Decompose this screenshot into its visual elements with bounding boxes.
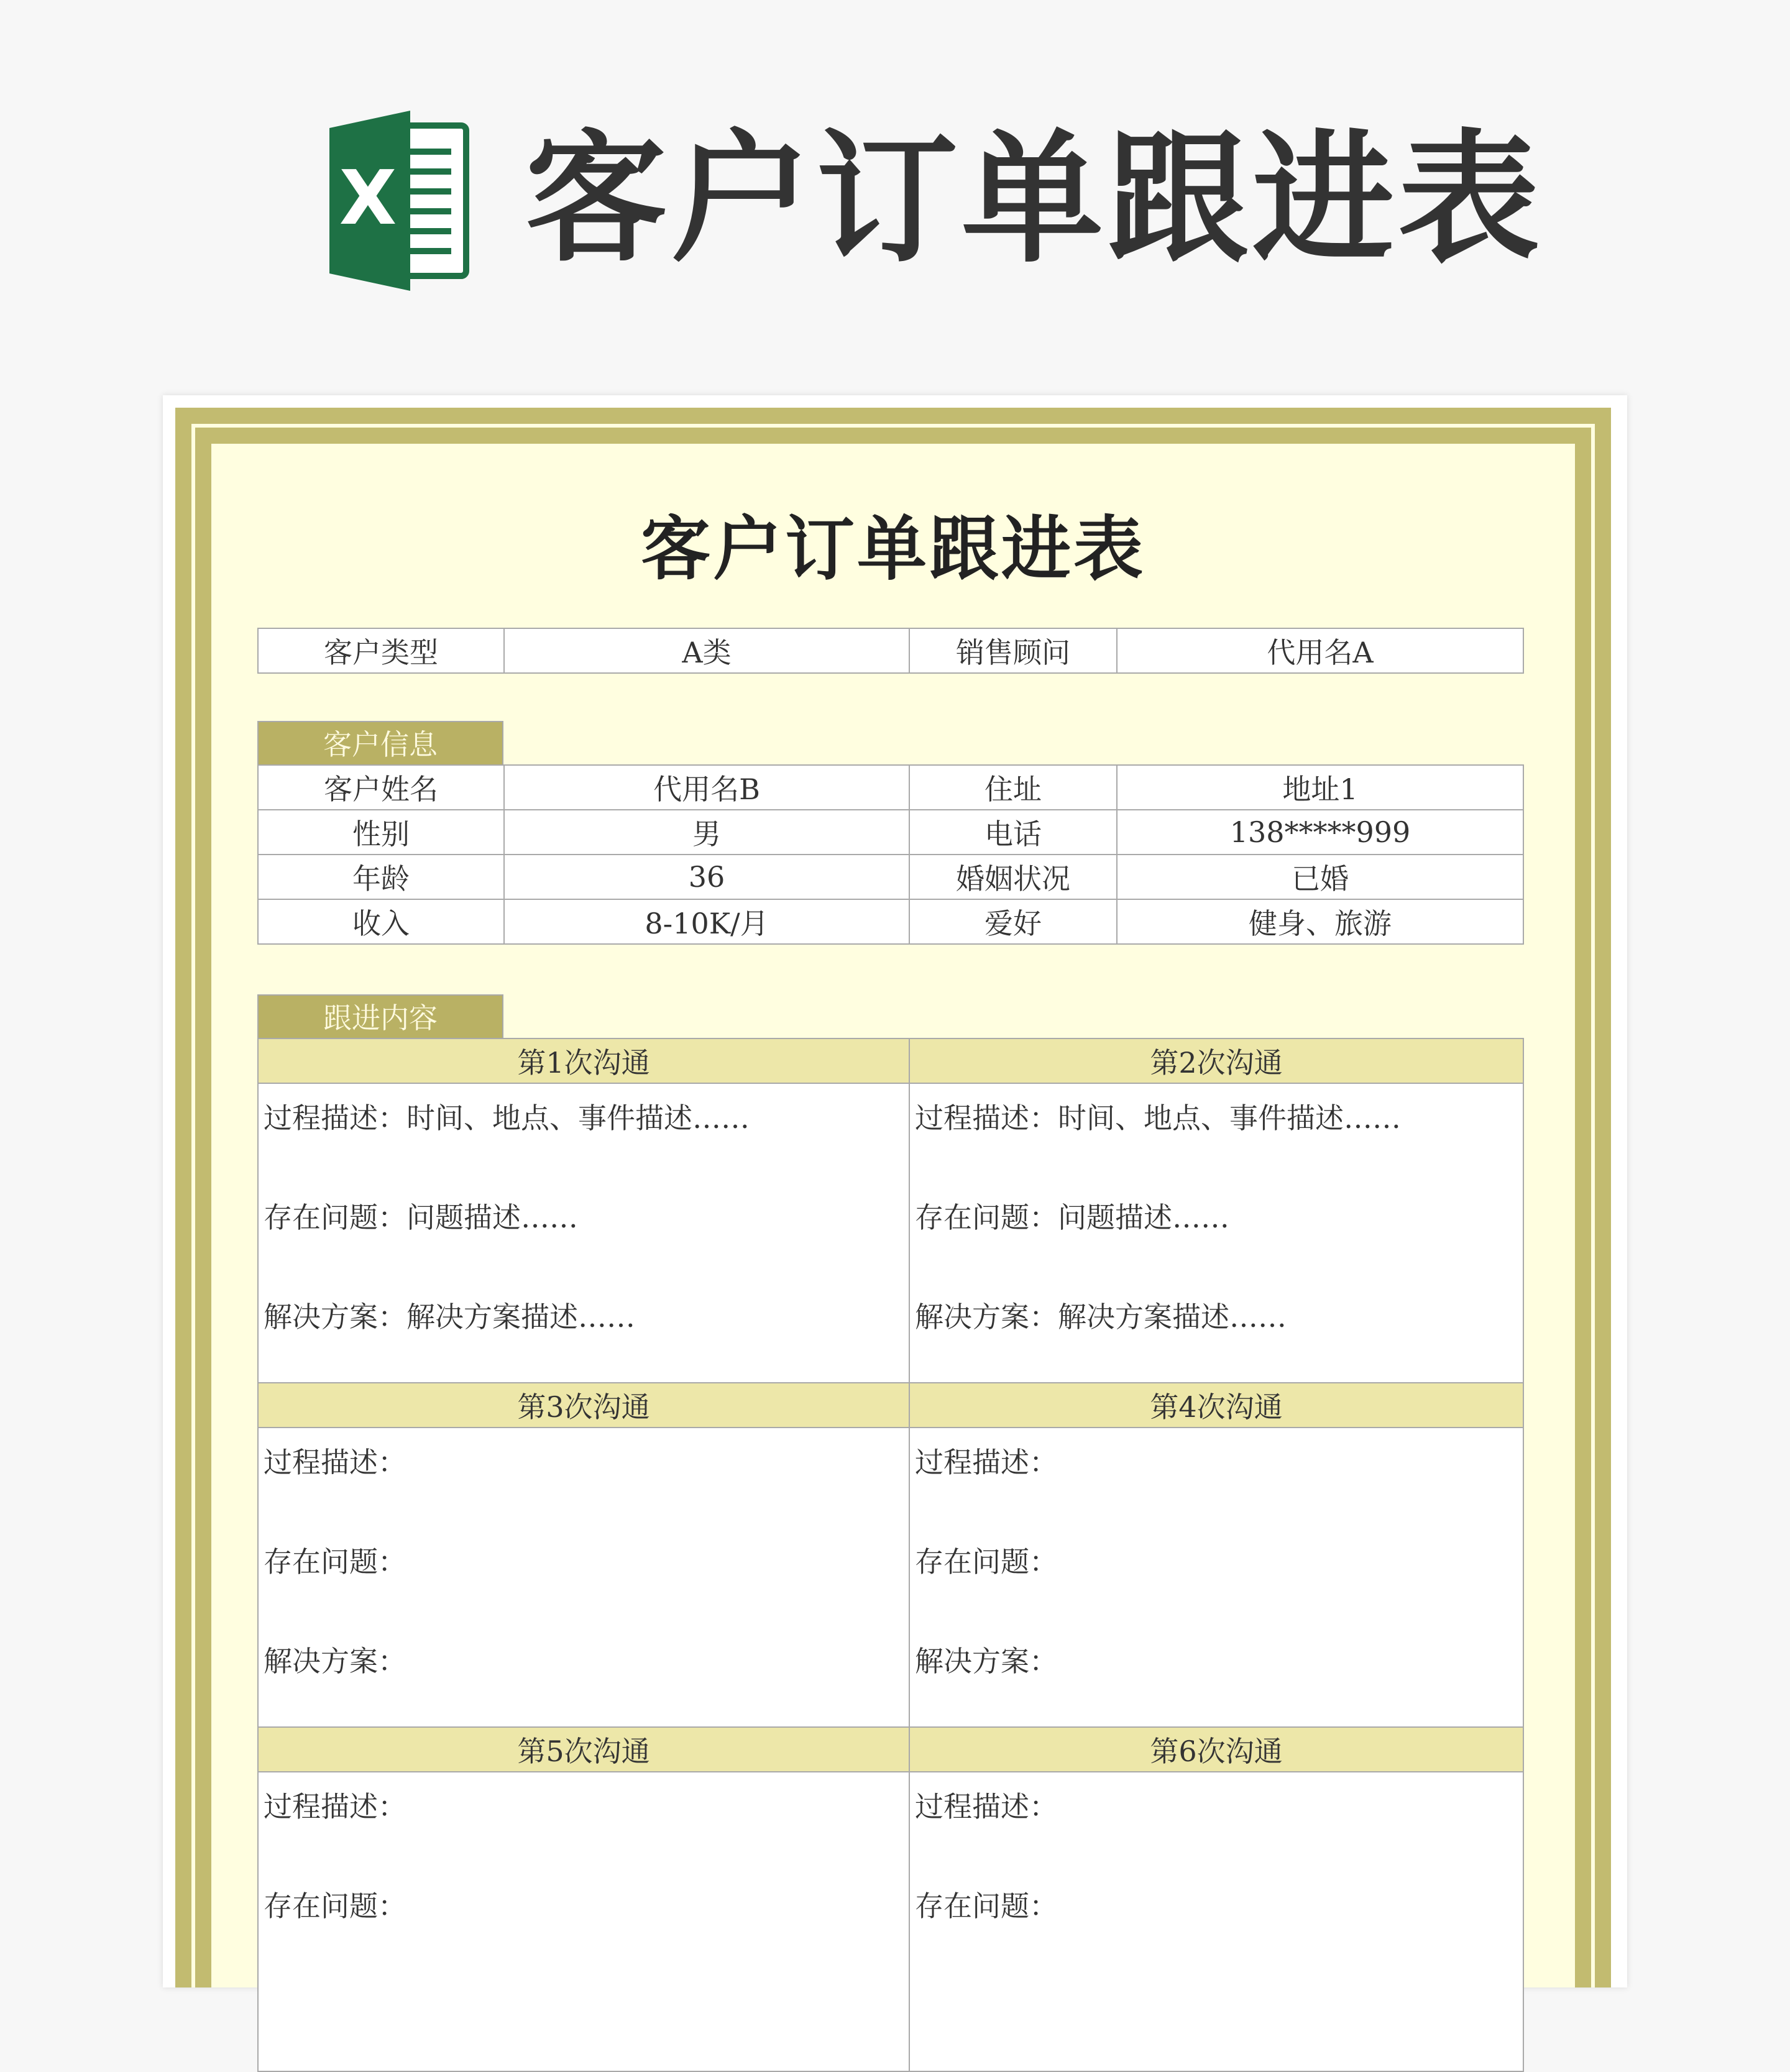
info-label: 住址 (909, 765, 1117, 810)
followup-cell[interactable] (909, 1772, 1523, 2071)
followup-header: 第1次沟通 (258, 1038, 909, 1083)
table-row (258, 765, 1523, 810)
sales-label: 销售顾问 (909, 628, 1117, 673)
info-label: 婚姻状况 (909, 855, 1117, 899)
table-row (258, 855, 1523, 899)
table-row (258, 1383, 1523, 1428)
info-value[interactable]: 8-10K/月 (504, 899, 909, 944)
customer-type-value[interactable]: A类 (504, 628, 909, 673)
customer-info-section-label: 客户信息 (257, 721, 503, 766)
info-value[interactable]: 地址1 (1117, 765, 1523, 810)
info-label: 电话 (909, 810, 1117, 855)
followup-table (257, 1038, 1524, 2072)
table-row (258, 1083, 1523, 1383)
solution-text: 解决方案：解决方案描述…… (915, 1300, 1287, 1334)
info-value[interactable]: 健身、旅游 (1117, 899, 1523, 944)
issue-text: 存在问题： (264, 1889, 406, 1923)
info-value[interactable]: 代用名B (504, 765, 909, 810)
issue-text: 存在问题： (915, 1889, 1058, 1923)
followup-cell[interactable] (909, 1428, 1523, 1727)
solution-text: 解决方案：解决方案描述…… (264, 1300, 635, 1334)
issue-text: 存在问题：问题描述…… (915, 1201, 1229, 1234)
info-value[interactable]: 138*****999 (1117, 810, 1523, 855)
solution-text: 解决方案： (915, 1644, 1058, 1678)
process-text: 过程描述：时间、地点、事件描述…… (915, 1101, 1401, 1135)
issue-text: 存在问题：问题描述…… (264, 1201, 578, 1234)
solution-text (910, 1971, 1523, 2071)
spreadsheet-sheet (163, 395, 1627, 1987)
sales-value[interactable]: 代用名A (1117, 628, 1523, 673)
process-text: 过程描述： (915, 1790, 1058, 1823)
process-text: 过程描述：时间、地点、事件描述…… (264, 1101, 750, 1135)
followup-header: 第3次沟通 (258, 1383, 909, 1428)
summary-table (257, 628, 1524, 674)
info-value[interactable]: 36 (504, 855, 909, 899)
sheet-title: 客户订单跟进表 (641, 509, 1145, 590)
followup-header: 第2次沟通 (909, 1038, 1523, 1083)
table-row (258, 1727, 1523, 1772)
info-label: 年龄 (258, 855, 504, 899)
table-row (258, 810, 1523, 855)
page-header (0, 0, 1790, 373)
followup-cell[interactable] (258, 1083, 909, 1383)
sheet-frame (175, 408, 1611, 1987)
excel-icon (329, 111, 472, 291)
info-label: 性别 (258, 810, 504, 855)
followup-cell[interactable] (258, 1428, 909, 1727)
sheet-paper (211, 444, 1575, 1987)
info-label: 客户姓名 (258, 765, 504, 810)
table-row (258, 1772, 1523, 2071)
process-text: 过程描述： (264, 1790, 406, 1823)
followup-cell[interactable] (909, 1083, 1523, 1383)
table-row (258, 1428, 1523, 1727)
customer-type-label: 客户类型 (258, 628, 504, 673)
followup-header: 第4次沟通 (909, 1383, 1523, 1428)
customer-info-table (257, 764, 1524, 945)
issue-text: 存在问题： (915, 1545, 1058, 1579)
followup-header: 第6次沟通 (909, 1727, 1523, 1772)
issue-text: 存在问题： (264, 1545, 406, 1579)
solution-text (259, 1971, 909, 2071)
table-row (258, 1038, 1523, 1083)
process-text: 过程描述： (915, 1446, 1058, 1479)
process-text: 过程描述： (264, 1446, 406, 1479)
info-label: 收入 (258, 899, 504, 944)
info-value[interactable]: 男 (504, 810, 909, 855)
info-value[interactable]: 已婚 (1117, 855, 1523, 899)
svg-text:X: X (339, 155, 397, 242)
info-label: 爱好 (909, 899, 1117, 944)
followup-cell[interactable] (258, 1772, 909, 2071)
followup-header: 第5次沟通 (258, 1727, 909, 1772)
table-row (258, 899, 1523, 944)
followup-section-label: 跟进内容 (257, 994, 503, 1039)
page-title: 客户订单跟进表 (525, 116, 1543, 282)
solution-text: 解决方案： (264, 1644, 406, 1678)
table-row (258, 628, 1523, 673)
